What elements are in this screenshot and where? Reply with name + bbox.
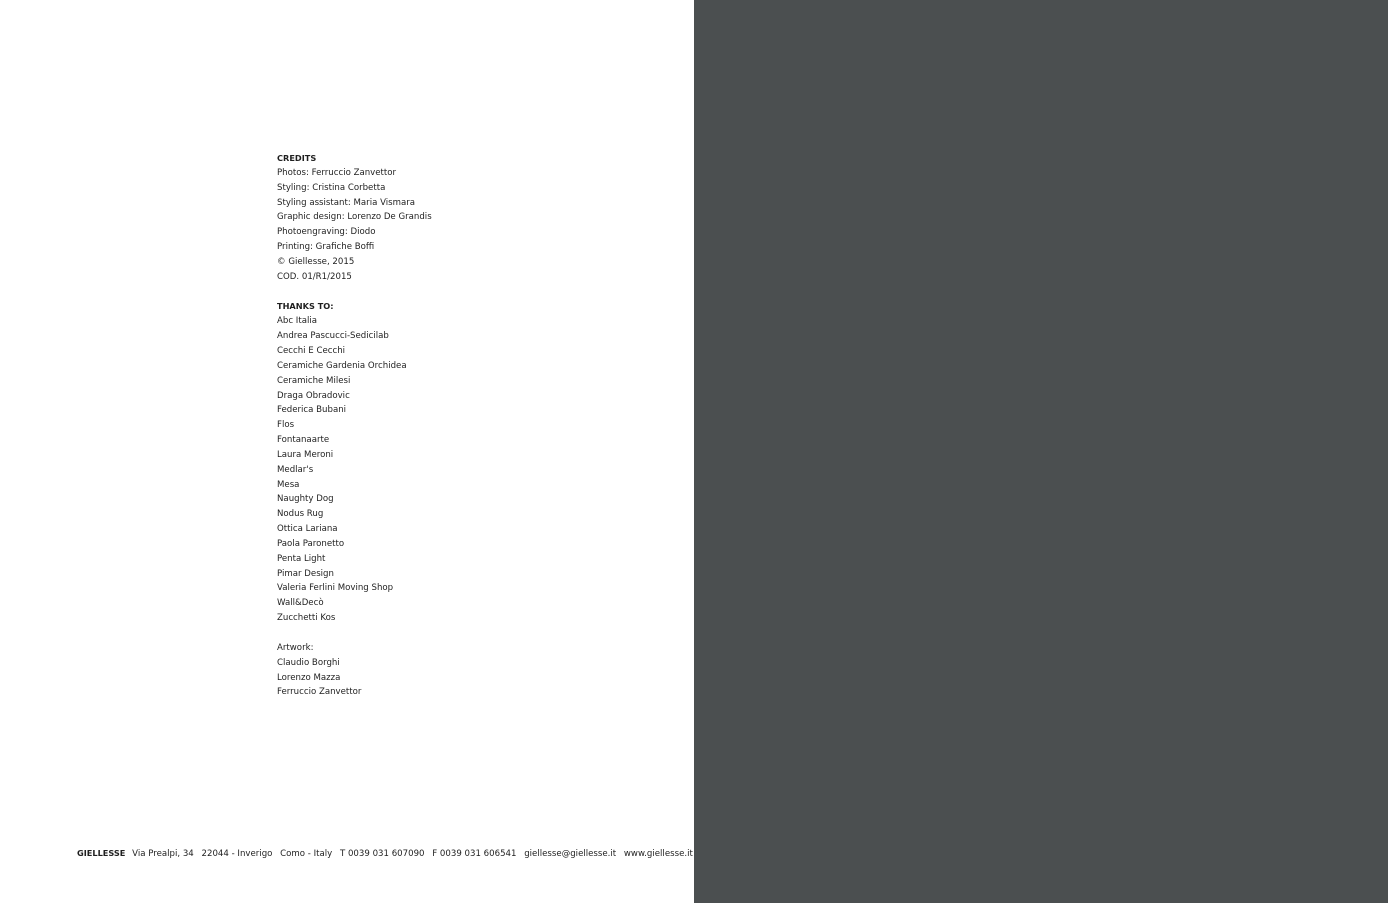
footer-brand: GIELLESSE [77,848,126,858]
spacer [277,626,577,641]
artwork-item: Lorenzo Mazza [277,672,341,683]
thanks-item: Pimar Design [277,568,334,579]
thanks-heading: THANKS TO: [277,301,334,312]
thanks-item: Medlar's [277,464,314,475]
credits-list [277,166,577,285]
artwork-heading: Artwork: [277,642,314,653]
thanks-item: Valeria Ferlini Moving Shop [277,583,394,594]
footer-fax: F 0039 031 606541 [432,849,517,859]
artwork-list [277,656,577,701]
thanks-item: Draga Obradovic [277,390,350,401]
thanks-item: Paola Paronetto [277,538,345,549]
thanks-list [277,314,577,626]
footer-street: Via Prealpi, 34 [132,849,194,859]
footer-postcode-city: 22044 - Inverigo [201,849,273,859]
thanks-item: Ottica Lariana [277,524,338,535]
credits-item: COD. 01/R1/2015 [277,271,352,282]
thanks-item: Federica Bubani [277,405,347,416]
footer-region: Como - Italy [280,849,333,859]
credits-item: Photoengraving: Diodo [277,227,376,238]
thanks-item: Mesa [277,479,300,490]
thanks-item: Naughty Dog [277,494,334,505]
artwork-item: Ferruccio Zanvettor [277,687,362,698]
thanks-item: Cecchi E Cecchi [277,345,346,356]
footer-address [77,847,698,860]
credits-item: Styling assistant: Maria Vismara [277,197,416,208]
thanks-item: Nodus Rug [277,509,324,520]
thanks-item: Flos [277,420,295,431]
credits-block [277,151,577,700]
thanks-item: Zucchetti Kos [277,613,336,624]
credits-item: Styling: Cristina Corbetta [277,182,386,193]
credits-item: © Giellesse, 2015 [277,256,355,267]
credits-item: Photos: Ferruccio Zanvettor [277,167,397,178]
thanks-item: Ceramiche Gardenia Orchidea [277,360,407,371]
footer-email[interactable]: giellesse@giellesse.it [524,849,617,859]
credits-item: Printing: Grafiche Boffi [277,242,375,253]
thanks-item: Laura Meroni [277,449,334,460]
credits-heading: CREDITS [277,153,317,163]
thanks-item: Penta Light [277,553,326,564]
spacer [277,285,577,300]
right-page-panel [694,0,1388,903]
credits-item: Graphic design: Lorenzo De Grandis [277,212,432,223]
thanks-item: Fontanaarte [277,435,330,446]
thanks-item: Ceramiche Milesi [277,375,351,386]
thanks-item: Andrea Pascucci-Sedicilab [277,331,389,342]
artwork-item: Claudio Borghi [277,657,340,668]
thanks-item: Abc Italia [277,316,318,327]
footer-phone: T 0039 031 607090 [339,849,425,859]
footer-website[interactable]: www.giellesse.it [623,849,693,859]
thanks-item: Wall&Decò [277,598,324,609]
